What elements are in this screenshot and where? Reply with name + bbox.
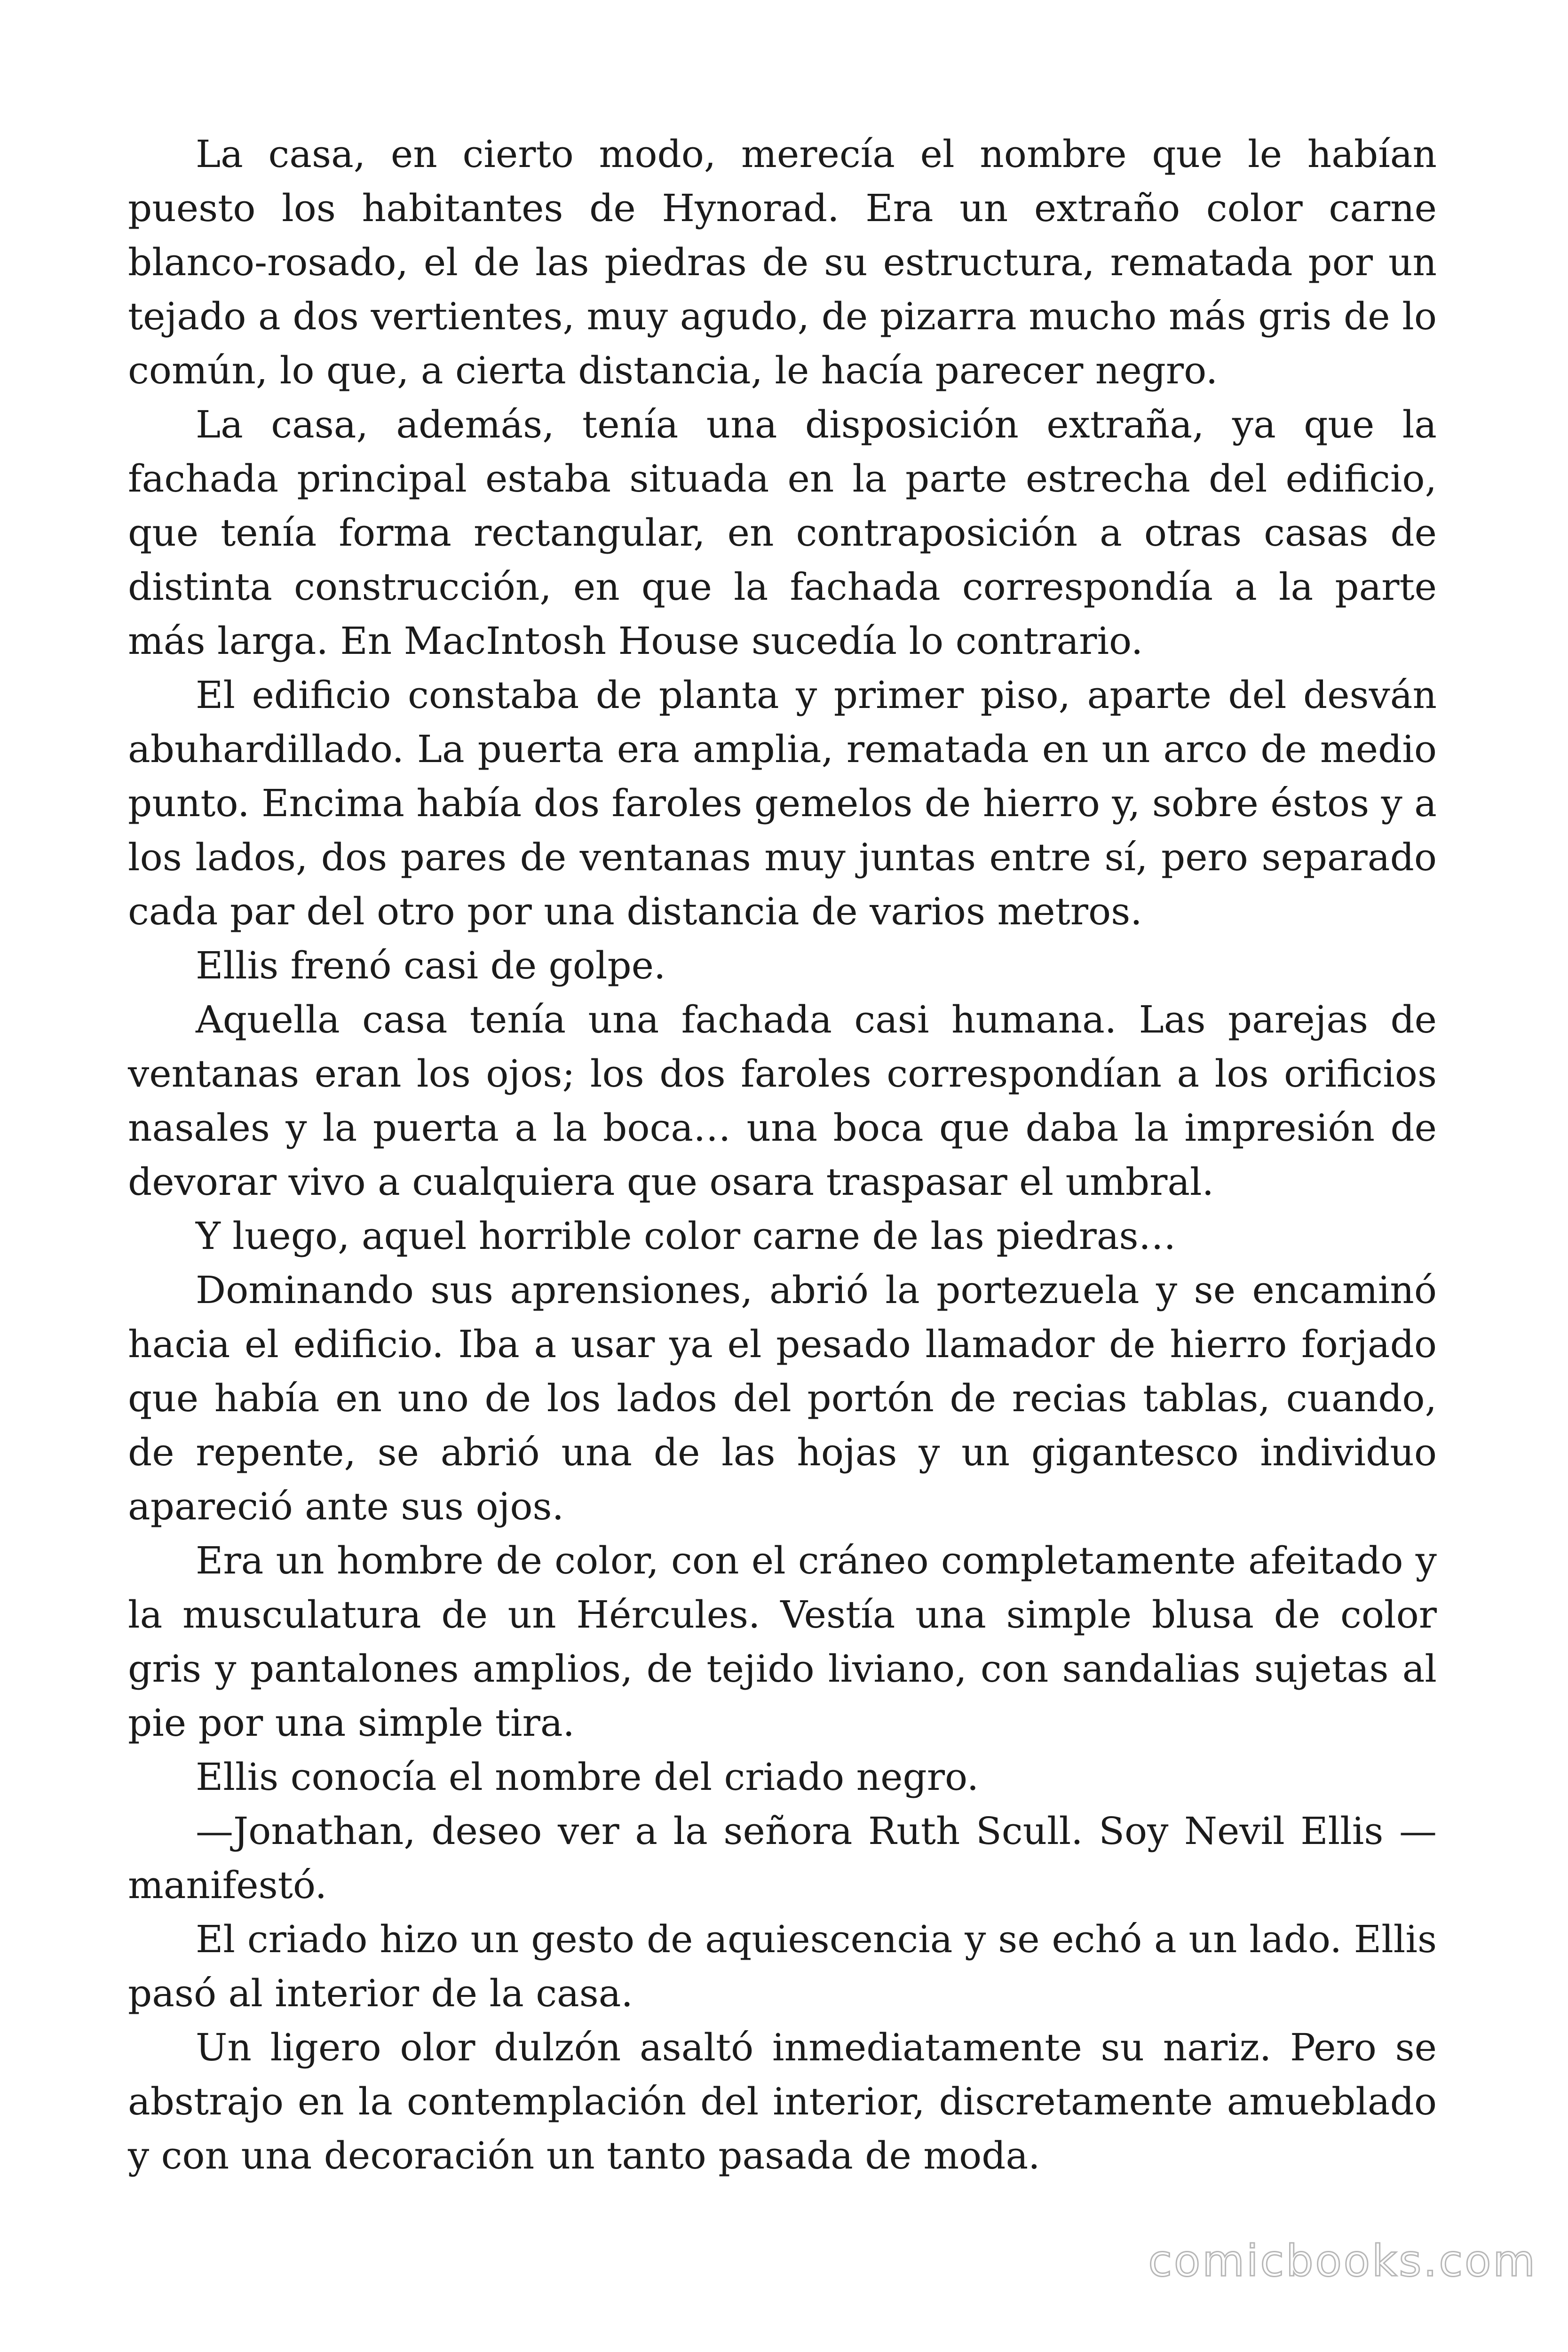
paragraph: El edificio constaba de planta y primer piso, aparte del desván abuhardillado. La puerta era amplia, rematada en un arco de medio punto. Encima había dos faroles gemelos de hierro y, sobre éstos y a los lados, dos pares de ventanas muy juntas entre sí, pero separado cada par del otro por una distancia de varios metros. <box>128 673 1437 933</box>
paragraph: Dominando sus aprensiones, abrió la portezuela y se encaminó hacia el edificio. Iba a usar ya el pesado llamador de hierro forjado que había en uno de los lados del portón de recias tablas, cuando, de repente, se abrió una de las hojas y un gigantesco individuo apareció ante sus ojos. <box>128 1268 1437 1528</box>
paragraph: Era un hombre de color, con el cráneo completamente afeitado y la musculatura de un Hércules. Vestía una simple blusa de color gris y pantalones amplios, de tejido liviano, con sandalias sujetas al pie por una simple tira. <box>128 1539 1437 1745</box>
paragraph: Un ligero olor dulzón asaltó inmediatamente su nariz. Pero se abstrajo en la contemplación del interior, discretamente amueblado y con una decoración un tanto pasada de moda. <box>128 2026 1437 2177</box>
paragraph: La casa, en cierto modo, merecía el nombre que le habían puesto los habitantes de Hynorad. Era un extraño color carne blanco-rosado, el de las piedras de su estructura, rematada por un tejado a dos vertientes, muy agudo, de pizarra mucho más gris de lo común, lo que, a cierta distancia, le hacía parecer negro. <box>128 132 1437 392</box>
body-text <box>128 127 1437 2183</box>
paragraph: El criado hizo un gesto de aquiescencia y se echó a un lado. Ellis pasó al interior de la casa. <box>128 1917 1437 2015</box>
paragraph: Y luego, aquel horrible color carne de las piedras… <box>196 1214 1176 1258</box>
watermark: comicbooks.com <box>1148 2236 1537 2286</box>
paragraph: Aquella casa tenía una fachada casi humana. Las parejas de ventanas eran los ojos; los dos faroles correspondían a los orificios nasales y la puerta a la boca… una boca que daba la impresión de devorar vivo a cualquiera que osara traspasar el umbral. <box>128 998 1437 1204</box>
paragraph: La casa, además, tenía una disposición extraña, ya que la fachada principal estaba situada en la parte estrecha del edificio, que tenía forma rectangular, en contraposición a otras casas de distinta construcción, en que la fachada correspondía a la parte más larga. En MacIntosh House sucedía lo contrario. <box>128 403 1437 663</box>
paragraph: Ellis frenó casi de golpe. <box>196 944 666 987</box>
paragraph: Ellis conocía el nombre del criado negro. <box>196 1755 979 1799</box>
paragraph: —Jonathan, deseo ver a la señora Ruth Scull. Soy Nevil Ellis —manifestó. <box>128 1809 1437 1907</box>
